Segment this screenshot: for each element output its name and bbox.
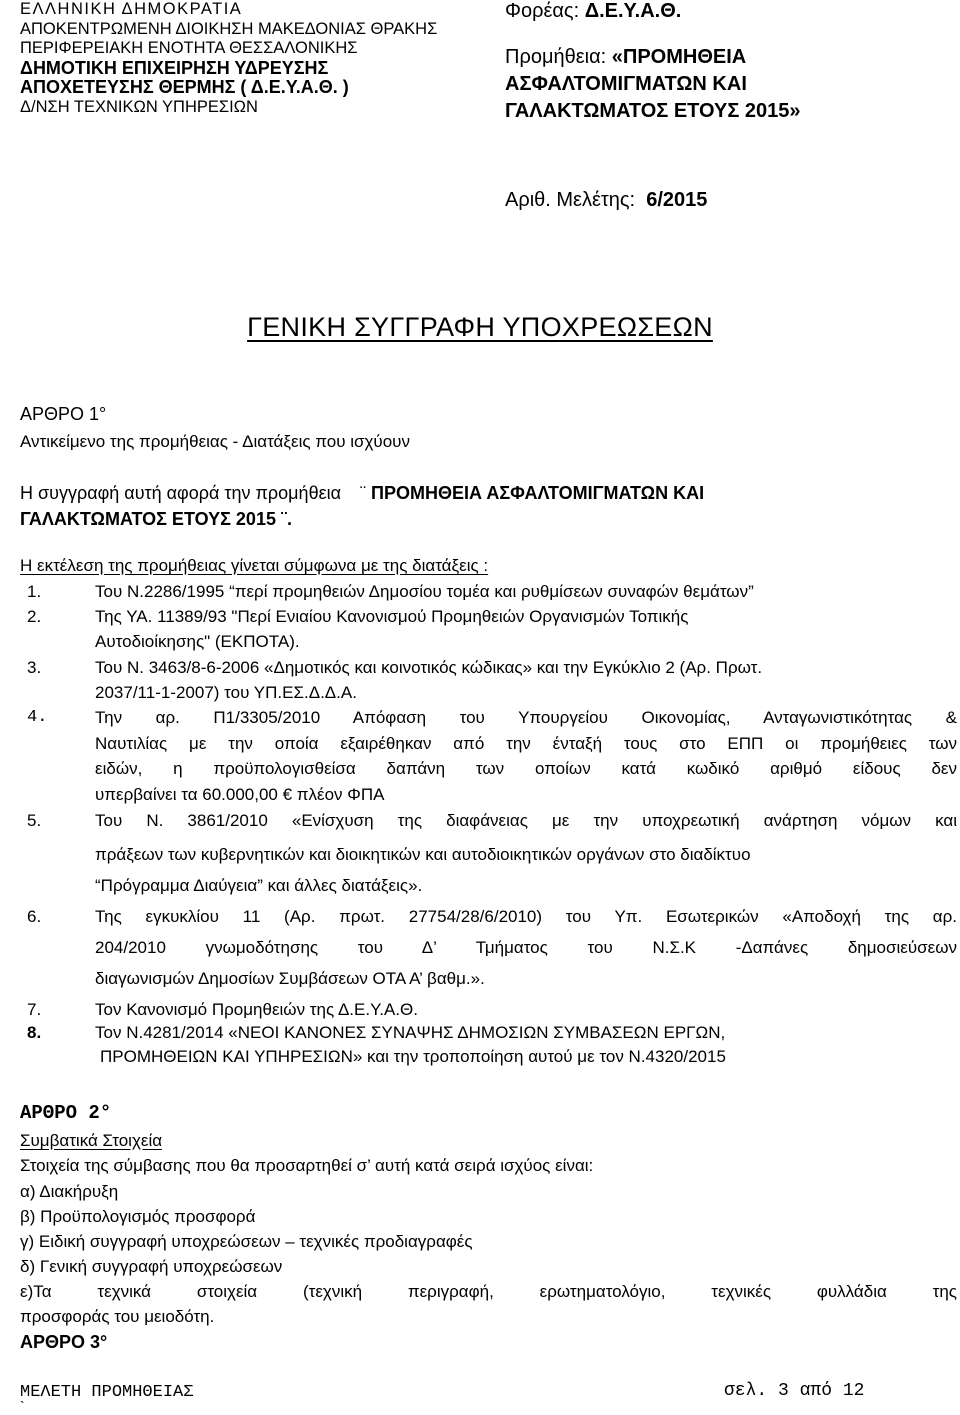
intro-end: ¨. <box>280 509 292 529</box>
foreas-label: Φορέας: <box>505 0 580 22</box>
item-text: Αυτοδιοίκησης" (ΕΚΠΟΤΑ). <box>95 632 300 651</box>
intro-quote: ¨ <box>360 483 367 503</box>
issuer-block <box>20 0 437 118</box>
supply-row <box>505 44 801 71</box>
item-text: Της εγκυκλίου 11 (Αρ. πρωτ. 27754/28/6/2010) του Υπ. Εσωτερικών «Αποδοχή της αρ. <box>95 907 957 926</box>
issuer-line: ΠΕΡΙΦΕΡΕΙΑΚΗ ΕΝΟΤΗΤΑ ΘΕΣΣΑΛΟΝΙΚΗΣ <box>20 39 358 58</box>
supply-value: «ΠΡΟΜΗΘΕΙΑ <box>611 46 747 68</box>
article1-heading: ΑΡΘΡΟ 1° <box>20 404 107 424</box>
article2-line: Στοιχεία της σύμβασης που θα προσαρτηθεί σ’ αυτή κατά σειρά ισχύος είναι: <box>20 1156 594 1175</box>
intro-bold: ΠΡΟΜΗΘΕΙΑ ΑΣΦΑΛΤΟΜΙΓΜΑΤΩΝ ΚΑΙ <box>371 483 705 503</box>
issuer-line: ΑΠΟΚΕΝΤΡΩΜΕΝΗ ΔΙΟΙΚΗΣΗ ΜΑΚΕΔΟΝΙΑΣ ΘΡΑΚΗΣ <box>20 19 438 38</box>
item-text: Ναυτιλίας με την οποία εξαιρέθηκαν από την ένταξή τους στο ΕΠΠ οι προμήθειες των <box>95 734 957 753</box>
foreas-row <box>505 0 801 25</box>
item-text: ειδών, η προϋπολογισθείσα δαπάνη των οποίων κατά κωδικό αριθμό είδους δεν <box>95 759 957 778</box>
intro-text: Η συγγραφή αυτή αφορά την προμήθεια <box>20 483 342 503</box>
article2-heading: ΑΡΘΡΟ 2° <box>20 1102 112 1124</box>
study-row <box>505 187 801 214</box>
page-title <box>0 312 960 343</box>
supply-value: ΓΑΛΑΚΤΩΜΑΤΟΣ ΕΤΟΥΣ 2015» <box>505 100 801 122</box>
study-value: 6/2015 <box>646 189 708 211</box>
item-number: 7. <box>27 1000 42 1019</box>
footer-mark: ` <box>20 1398 25 1414</box>
item-text: υπερβαίνει τα 60.000,00 € πλέον ΦΠΑ <box>95 785 385 804</box>
article2-line: δ) Γενική συγγραφή υποχρεώσεων <box>20 1257 283 1276</box>
item-text: Του Ν. 3463/8-6-2006 «Δημοτικός και κοινοτικός κώδικας» και την Εγκύκλιο 2 (Αρ. Πρωτ. <box>95 658 763 677</box>
item-text: διαγωνισμών Δημοσίων Συμβάσεων ΟΤΑ Α’ βαθμ.». <box>95 969 485 988</box>
item-number: 2. <box>27 607 42 626</box>
item-text: Της ΥΑ. 11389/93 "Περί Ενιαίου Κανονισμού Προμηθειών Οργανισμών Τοπικής <box>95 607 689 626</box>
foreas-value: Δ.Ε.Υ.Α.Θ. <box>584 0 682 22</box>
item-text: Του Ν. 3861/2010 «Ενίσχυση της διαφάνειας με την υποχρεωτική ανάρτηση νόμων και <box>95 811 957 830</box>
issuer-line: Δ/ΝΣΗ ΤΕΧΝΙΚΩΝ ΥΠΗΡΕΣΙΩΝ <box>20 97 258 116</box>
supply-value: ΑΣΦΑΛΤΟΜΙΓΜΑΤΩΝ ΚΑΙ <box>505 73 747 95</box>
intro-bold: ΓΑΛΑΚΤΩΜΑΤΟΣ ΕΤΟΥΣ 2015 <box>20 509 276 529</box>
item-text: 204/2010 γνωμοδότησης του Δ’ Τμήματος του Ν.Σ.Κ -Δαπάνες δημοσιεύσεων <box>95 938 957 957</box>
page-title-text: ΓΕΝΙΚΗ ΣΥΓΓΡΑΦΗ ΥΠΟΧΡΕΩΣΕΩΝ <box>247 312 713 342</box>
article2-line: β) Προϋπολογισμός προσφορά <box>20 1207 256 1226</box>
item-text: ΠΡΟΜΗΘΕΙΩΝ ΚΑΙ ΥΠΗΡΕΣΙΩΝ» και την τροποποίηση αυτού με τον Ν.4320/2015 <box>100 1047 726 1066</box>
item-number: 5. <box>27 811 42 830</box>
study-label: Αριθ. Μελέτης: <box>505 189 636 211</box>
article2-line: γ) Ειδική συγγραφή υποχρεώσεων – τεχνικές προδιαγραφές <box>20 1232 473 1251</box>
item-text: Τον Κανονισμό Προμηθειών της Δ.Ε.Υ.Α.Θ. <box>95 1000 418 1019</box>
article1-intro <box>20 483 704 504</box>
item-text: Την αρ. Π1/3305/2010 Απόφαση του Υπουργείου Οικονομίας, Ανταγωνιστικότητας & <box>95 708 957 727</box>
issuer-line: ΔΗΜΟΤΙΚΗ ΕΠΙΧΕΙΡΗΣΗ ΥΔΡΕΥΣΗΣ <box>20 57 329 78</box>
project-info <box>505 0 801 214</box>
article2-line: ε)Τα τεχνικά στοιχεία (τεχνική περιγραφή, ερωτηματολόγιο, τεχνικές φυλλάδια της <box>20 1282 957 1301</box>
issuer-line: ΑΠΟΧΕΤΕΥΣΗΣ ΘΕΡΜΗΣ ( Δ.Ε.Υ.Α.Θ. ) <box>20 77 349 98</box>
item-text: Τον Ν.4281/2014 «ΝΕΟΙ ΚΑΝΟΝΕΣ ΣΥΝΑΨΗΣ ΔΗΜΟΣΙΩΝ ΣΥΜΒΑΣΕΩΝ ΕΡΓΩΝ, <box>95 1023 726 1042</box>
item-text: 2037/11-1-2007) του ΥΠ.ΕΣ.Δ.Δ.Α. <box>95 683 357 702</box>
item-number: 4. <box>27 708 48 727</box>
supply-label: Προμήθεια: <box>505 46 607 68</box>
footer-left: ΜΕΛΕΤΗ ΠΡΟΜΗΘΕΙΑΣ <box>20 1383 194 1402</box>
article3-heading: ΑΡΘΡΟ 3° <box>20 1332 108 1352</box>
article2-line: α) Διακήρυξη <box>20 1182 119 1201</box>
page-number: σελ. 3 από 12 <box>724 1381 865 1401</box>
item-text: Του Ν.2286/1995 “περί προμηθειών Δημοσίου τομέα και ρυθμίσεων συναφών θεμάτων” <box>95 582 754 601</box>
execution-text: Η εκτέλεση της προμήθειας γίνεται σύμφωνα με της διατάξεις : <box>20 556 489 575</box>
item-number: 8. <box>27 1023 42 1042</box>
item-text: “Πρόγραμμα Διαύγεια” και άλλες διατάξεις». <box>95 876 423 895</box>
article1-intro-cont <box>20 509 292 530</box>
article1-subtitle: Αντικείμενο της προμήθειας - Διατάξεις που ισχύουν <box>20 432 410 451</box>
item-number: 1. <box>27 582 42 601</box>
item-number: 6. <box>27 907 42 926</box>
issuer-line: ΕΛΛΗΝΙΚΗ ΔΗΜΟΚΡΑΤΙΑ <box>20 0 243 18</box>
article2-line: προσφοράς του μειοδότη. <box>20 1307 215 1326</box>
item-number: 3. <box>27 658 42 677</box>
item-text: πράξεων των κυβερνητικών και διοικητικών και αυτοδιοικητικών οργάνων στο διαδίκτυο <box>95 845 751 864</box>
article2-subtitle: Συμβατικά Στοιχεία <box>20 1131 163 1150</box>
